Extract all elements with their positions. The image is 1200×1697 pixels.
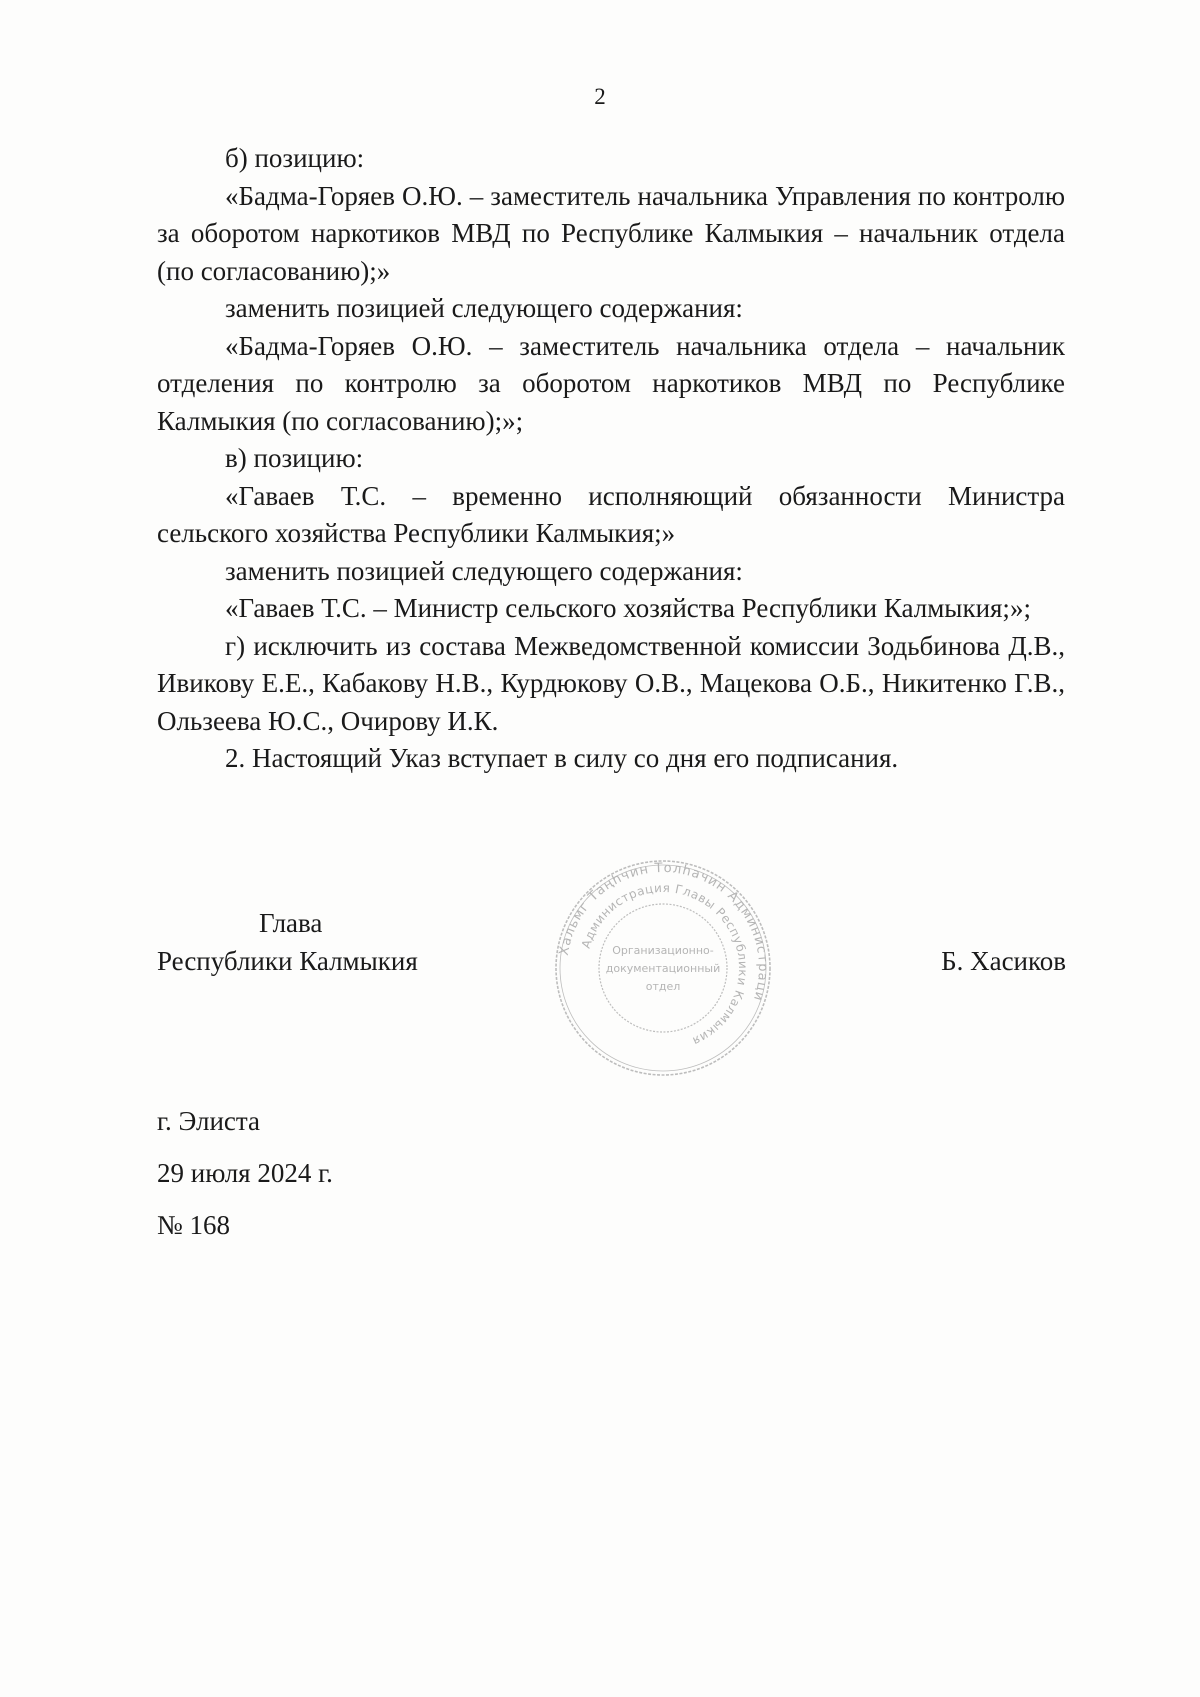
document-body <box>157 140 1065 778</box>
paragraph-new-position-badma: «Бадма-Горяев О.Ю. – заместитель начальника отдела – начальник отделения по контролю за оборотом наркотиков МВД по Республике Калмыкия (по согласованию);»; <box>157 330 1065 436</box>
paragraph-item-b: б) позицию: <box>225 143 365 173</box>
signatory-title-line2: Республики Калмыкия <box>157 945 418 976</box>
issue-date: 29 июля 2024 г. <box>157 1158 333 1188</box>
paragraph-replace-instruction: заменить позицией следующего содержания: <box>225 555 743 586</box>
decree-number: № 168 <box>157 1210 231 1240</box>
svg-text:Администрация Главы Республики: Администрация Главы Республики Калмыкия <box>578 880 751 1049</box>
official-stamp-seal <box>553 858 773 1078</box>
issue-city: г. Элиста <box>157 1106 261 1136</box>
svg-text:Хальмг Таңһчин Толһачин Админи: Хальмг Таңһчин Толһачин Администраци <box>556 860 771 1004</box>
paragraph-new-position-gavaev: «Гаваев Т.С. – Министр сельского хозяйства Республики Калмыкия;»; <box>225 593 1031 623</box>
page-number: 2 <box>594 84 606 109</box>
paragraph-item-v: в) позицию: <box>225 443 364 473</box>
svg-text:Организационно-: Организационно- <box>612 944 714 957</box>
paragraph-item-g-exclusions: г) исключить из состава Межведомственной комиссии Зодьбинова Д.В., Ивикову Е.Е., Кабакову Н.В., Курдюкову О.В., Мацекова О.Б., Никитенко Г.В., Ользеева Ю.С., Очирову И.К. <box>157 630 1065 736</box>
signatory-title-line1: Глава <box>259 908 323 938</box>
signatory-title <box>157 905 457 980</box>
document-footer <box>157 1095 333 1251</box>
svg-text:документационный: документационный <box>605 962 721 975</box>
paragraph-old-position-badma: «Бадма-Горяев О.Ю. – заместитель начальника Управления по контролю за оборотом наркотиков МВД по Республике Калмыкия – начальник отдела (по согласованию);» <box>157 180 1065 286</box>
paragraph-replace-instruction: заменить позицией следующего содержания: <box>225 293 743 323</box>
svg-text:отдел: отдел <box>645 980 681 993</box>
signatory-name: Б. Хасиков <box>941 945 1066 976</box>
paragraph-old-position-gavaev: «Гаваев Т.С. – временно исполняющий обязанности Министра сельского хозяйства Республики Калмыкия;» <box>157 480 1065 548</box>
paragraph-effective-clause: 2. Настоящий Указ вступает в силу со дня его подписания. <box>225 743 899 773</box>
